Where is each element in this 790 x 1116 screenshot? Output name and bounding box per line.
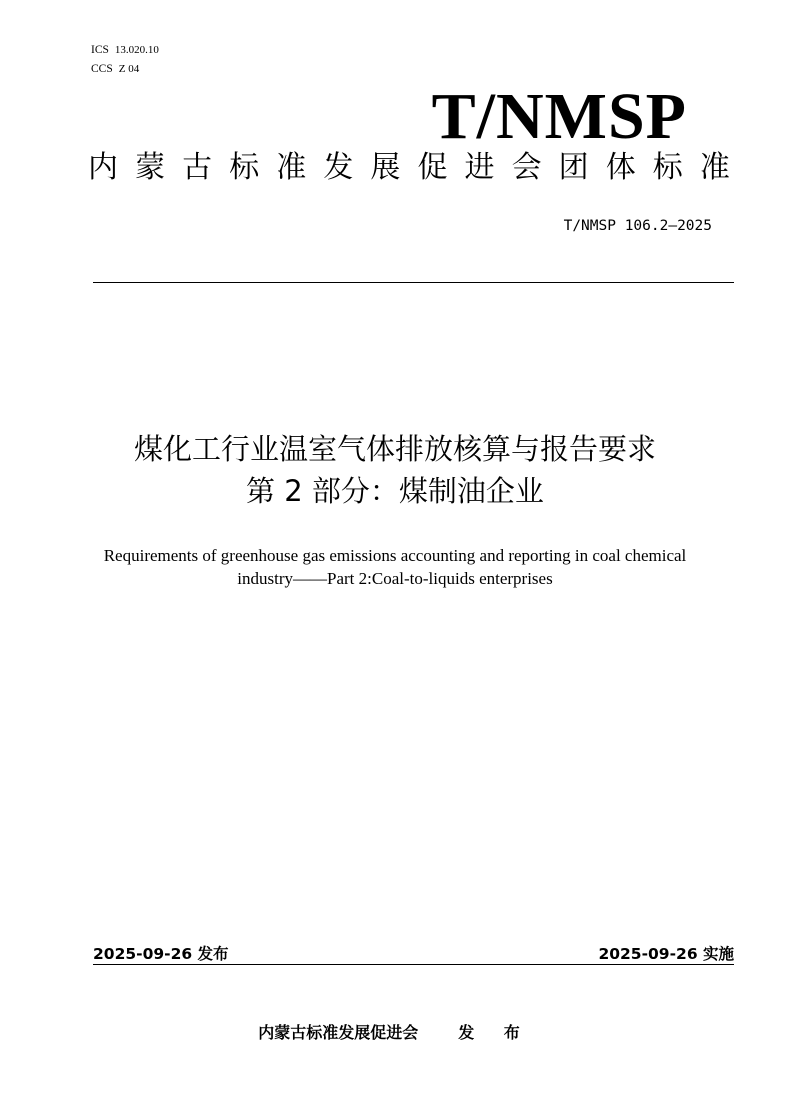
org-char: 体 (605, 150, 636, 185)
org-char: 展 (370, 150, 401, 185)
publisher-action: 发 布 (458, 1023, 532, 1042)
title-en-line2: industry——Part 2:Coal-to-liquids enterprises (237, 569, 553, 588)
standard-code-header: T/NMSP (431, 80, 687, 153)
org-char: 准 (699, 150, 730, 185)
standard-number: T/NMSP 106.2—2025 (563, 218, 712, 234)
document-title (0, 428, 790, 512)
title-cn-line1: 煤化工行业温室气体排放核算与报告要求 (133, 432, 656, 466)
ics-label: ICS (91, 44, 109, 56)
implementation-date: 2025-09-26 实施 (598, 945, 734, 963)
org-char: 会 (511, 150, 542, 185)
org-char: 标 (229, 150, 260, 185)
ics-code: 13.020.10 (114, 44, 159, 56)
org-char: 促 (417, 150, 448, 185)
org-char: 蒙 (135, 150, 166, 185)
ccs-label: CCS (91, 63, 113, 75)
publisher (0, 1020, 790, 1043)
issue-date: 2025-09-26 发布 (93, 945, 229, 963)
top-divider (93, 282, 734, 283)
title-cn-line2: 第 2 部分：煤制油企业 (246, 474, 544, 508)
ccs-line (91, 59, 139, 77)
ics-line (91, 40, 159, 58)
org-char: 内 (88, 150, 118, 185)
bottom-divider (93, 964, 734, 965)
org-char: 古 (182, 150, 213, 185)
organization-line (88, 150, 730, 186)
title-en-line1: Requirements of greenhouse gas emissions accounting and reporting in coal chemical (103, 546, 687, 565)
org-char: 进 (464, 150, 495, 185)
publisher-name: 内蒙古标准发展促进会 (258, 1023, 419, 1042)
english-title (0, 544, 790, 590)
ccs-code: Z 04 (118, 63, 140, 75)
org-char: 标 (652, 150, 683, 185)
org-char: 准 (276, 150, 307, 185)
org-char: 发 (323, 150, 354, 185)
org-char: 团 (558, 150, 589, 185)
